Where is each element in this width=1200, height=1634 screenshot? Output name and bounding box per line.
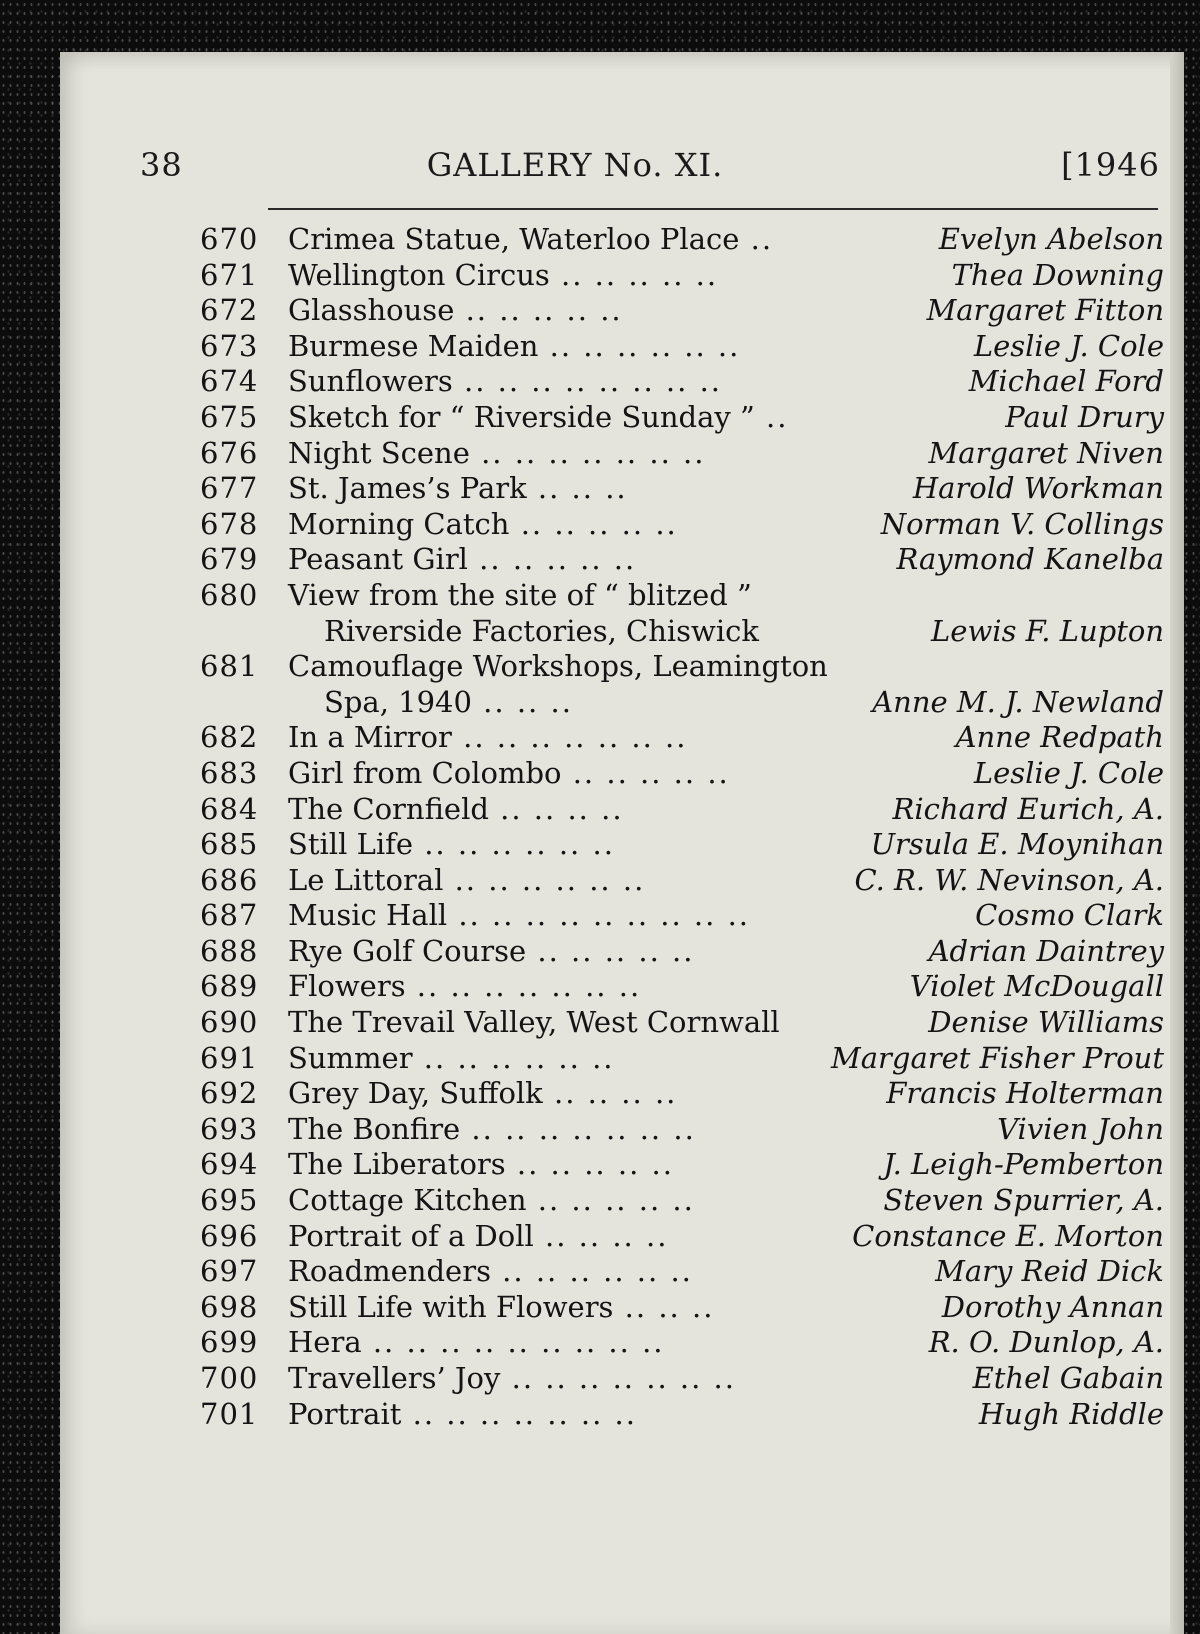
entry-number: 694 [200, 1147, 259, 1182]
entry-artist: Richard Eurich, A. [892, 791, 1164, 826]
entry-title-line [288, 400, 789, 436]
catalogue-entry [200, 293, 1180, 329]
entry-title-line [288, 898, 750, 934]
entry-title-line [288, 507, 678, 543]
leader-dots: .. .. .. .. .. .. [443, 862, 646, 897]
catalogue-entry [200, 720, 1180, 756]
entry-artist: Raymond Kanelba [896, 542, 1164, 577]
catalogue-entry [200, 1254, 1180, 1290]
entry-title: Still Life [288, 827, 413, 862]
entry-title-line [288, 649, 828, 685]
catalogue-entry [200, 471, 1180, 507]
entry-artist: Margaret Fisher Prout [831, 1040, 1164, 1075]
leader-dots: .. .. .. [613, 1289, 715, 1324]
entry-number: 697 [200, 1254, 259, 1289]
entry-artist: Adrian Daintrey [928, 933, 1164, 968]
catalogue-entry [200, 258, 1180, 294]
entry-title: St. James’s Park [288, 471, 527, 506]
entry-title-line [288, 436, 705, 472]
entry-title-line [288, 1325, 665, 1361]
entry-artist: Margaret Niven [928, 435, 1164, 470]
entry-artist: Francis Holterman [886, 1076, 1164, 1111]
entry-title: Portrait [288, 1396, 402, 1431]
leader-dots: .. .. .. .. [542, 1076, 678, 1111]
entry-title: Still Life with Flowers [288, 1289, 614, 1324]
entry-title-line [288, 756, 730, 792]
catalogue-entry [200, 934, 1180, 970]
leader-dots: .. .. .. .. .. .. .. [469, 435, 706, 470]
entry-title-line [288, 1041, 615, 1077]
entry-title: Rye Golf Course [288, 933, 527, 968]
entry-title: Night Scene [288, 435, 470, 470]
entry-number: 687 [200, 898, 259, 933]
entry-artist: Violet McDougall [909, 969, 1164, 1004]
catalogue-entry [200, 1397, 1180, 1433]
entry-number: 670 [200, 222, 259, 256]
entry-title: Le Littoral [288, 862, 444, 897]
entry-artist: Anne M. J. Newland [872, 684, 1164, 719]
catalogue-entry [200, 827, 1180, 863]
entry-number: 692 [200, 1076, 259, 1111]
entry-number: 701 [200, 1396, 259, 1431]
entry-number: 684 [200, 791, 259, 826]
catalogue-entry [200, 898, 1180, 934]
entry-artist: Ethel Gabain [972, 1361, 1164, 1395]
leader-dots: .. .. .. .. .. .. .. [500, 1361, 736, 1395]
entry-number: 673 [200, 328, 259, 363]
entry-number: 672 [200, 293, 259, 328]
catalogue-entry [200, 507, 1180, 543]
leader-dots: .. [739, 222, 774, 256]
entry-number: 688 [200, 933, 259, 968]
catalogue-entry [200, 1183, 1180, 1219]
catalogue-entry [200, 578, 1180, 649]
entry-number: 689 [200, 969, 259, 1004]
entry-number: 677 [200, 471, 259, 506]
leader-dots: .. .. .. .. .. [509, 506, 678, 541]
entry-artist: Leslie J. Cole [973, 755, 1164, 790]
entry-title-line [288, 934, 694, 970]
leader-dots: .. .. .. .. [533, 1218, 669, 1253]
entry-title: Sunflowers [288, 364, 453, 399]
entry-title-line [288, 1397, 637, 1433]
leader-dots: .. .. .. .. .. .. .. [401, 1396, 637, 1431]
entry-artist: Dorothy Annan [941, 1289, 1164, 1324]
leader-dots: .. .. .. .. .. [505, 1147, 674, 1182]
entry-title-line [288, 792, 624, 828]
entry-artist: Harold Workman [912, 471, 1164, 506]
entry-number: 678 [200, 506, 259, 541]
entry-number: 690 [200, 1005, 259, 1040]
entry-title-line [288, 1112, 696, 1148]
entry-title-line [288, 578, 752, 614]
entry-title-line [288, 258, 718, 294]
entry-number: 699 [200, 1325, 259, 1360]
entry-title-continuation: Riverside Factories, Chiswick [324, 613, 759, 648]
entry-artist: J. Leigh-Pemberton [883, 1147, 1164, 1182]
catalogue-entry [200, 1005, 1180, 1041]
entry-title-line [288, 1183, 695, 1219]
entry-title: Roadmenders [288, 1254, 491, 1289]
entry-artist: Paul Drury [1005, 399, 1164, 434]
entry-title: Grey Day, Suffolk [288, 1076, 543, 1111]
entry-title-line [288, 329, 740, 365]
leader-dots: .. .. .. .. .. .. [490, 1254, 693, 1289]
leader-dots: .. .. .. .. .. [561, 755, 730, 790]
entry-title: Music Hall [288, 898, 448, 933]
entry-artist: C. R. W. Nevinson, A. [854, 862, 1164, 897]
entry-title-line [288, 364, 722, 400]
header-rule [268, 208, 1158, 210]
leader-dots: .. .. .. [526, 471, 628, 506]
entry-number: 685 [200, 827, 259, 862]
entry-number: 675 [200, 399, 259, 434]
entry-title-line [288, 1254, 693, 1290]
entry-number: 681 [200, 649, 259, 684]
entry-number: 671 [200, 257, 259, 292]
entry-title-line [288, 293, 623, 329]
catalogue-entry [200, 1147, 1180, 1183]
leader-dots: .. .. .. .. [488, 791, 624, 826]
entry-title-line [288, 863, 645, 899]
entry-title: Girl from Colombo [288, 755, 562, 790]
leader-dots: .. .. .. .. .. .. [413, 827, 615, 862]
entry-title-line [288, 1076, 677, 1112]
entry-title-line [288, 1147, 674, 1183]
entry-number: 693 [200, 1111, 259, 1146]
catalogue-entry [200, 1290, 1180, 1326]
entry-title: Glasshouse [288, 293, 455, 328]
entry-number: 695 [200, 1183, 259, 1218]
entry-number: 674 [200, 364, 259, 399]
entry-title-line [288, 1290, 714, 1326]
entry-title: Burmese Maiden [288, 328, 539, 363]
entry-title-line [288, 542, 636, 578]
entry-artist: Hugh Riddle [978, 1396, 1164, 1431]
entry-title-line [288, 1361, 736, 1397]
catalogue-entry [200, 436, 1180, 472]
entry-title: Camouflage Workshops, Leamington [288, 649, 828, 684]
entry-title: The Bonfire [288, 1111, 461, 1146]
leader-dots: .. .. .. .. .. [549, 257, 719, 292]
entry-artist: Evelyn Abelson [938, 222, 1164, 256]
year-label: [1946 [1061, 146, 1160, 184]
entry-title: The Cornfield [288, 791, 489, 826]
leader-dots: .. .. .. .. .. .. .. [451, 720, 688, 755]
catalogue-entry [200, 329, 1180, 365]
entry-artist: Steven Spurrier, A. [883, 1183, 1164, 1218]
catalogue-entry [200, 792, 1180, 828]
entry-title-continuation: Spa, 1940 [324, 684, 472, 719]
entry-title-line [288, 471, 628, 507]
entry-title: Portrait of a Doll [288, 1218, 534, 1253]
entry-artist: R. O. Dunlop, A. [928, 1325, 1164, 1360]
catalogue-entry [200, 364, 1180, 400]
entry-number: 696 [200, 1218, 259, 1253]
entry-title-line [288, 1219, 668, 1255]
entry-artist: Vivien John [997, 1111, 1164, 1146]
entry-number: 700 [200, 1361, 259, 1395]
entry-artist: Ursula E. Moynihan [870, 827, 1164, 862]
leader-dots: .. [754, 399, 789, 434]
entry-title-line [288, 1005, 780, 1041]
leader-dots: .. .. .. .. .. .. [412, 1040, 615, 1075]
entry-title: Cottage Kitchen [288, 1183, 527, 1218]
entry-number: 683 [200, 755, 259, 790]
entry-artist: Constance E. Morton [852, 1218, 1164, 1253]
leader-dots: .. .. .. .. .. [467, 542, 637, 577]
leader-dots: .. .. .. .. .. .. .. .. .. [361, 1325, 665, 1360]
catalogue-entry [200, 1219, 1180, 1255]
leader-dots: .. .. .. [471, 684, 573, 719]
entry-title-continuation-line [324, 614, 759, 650]
entry-number: 691 [200, 1040, 259, 1075]
entry-artist: Lewis F. Lupton [931, 613, 1164, 648]
entry-title: Peasant Girl [288, 542, 468, 577]
entry-title: View from the site of “ blitzed ” [288, 577, 752, 612]
entry-number: 686 [200, 862, 259, 897]
entry-title: Crimea Statue, Waterloo Place [288, 222, 740, 256]
entry-number: 680 [200, 577, 259, 612]
entry-title: Hera [288, 1325, 362, 1360]
catalogue-entry [200, 863, 1180, 899]
entry-title-line [288, 827, 615, 863]
entry-title: Sketch for “ Riverside Sunday ” [288, 399, 755, 434]
entry-artist: Michael Ford [968, 364, 1164, 399]
entry-title: Travellers’ Joy [288, 1361, 501, 1395]
entry-artist: Denise Williams [928, 1005, 1164, 1040]
entry-number: 679 [200, 542, 259, 577]
leader-dots: .. .. .. .. .. .. .. [405, 969, 642, 1004]
catalogue-entry [200, 756, 1180, 792]
leader-dots: .. .. .. .. .. .. .. .. .. [447, 898, 751, 933]
entry-number: 682 [200, 720, 259, 755]
catalogue-entry [200, 542, 1180, 578]
catalogue-entry [200, 1041, 1180, 1077]
entry-title-line [288, 222, 773, 258]
entry-title-continuation-line [324, 685, 573, 721]
entry-title-line [288, 720, 687, 756]
gallery-title: GALLERY No. XI. [426, 146, 724, 184]
entry-artist: Leslie J. Cole [973, 328, 1164, 363]
running-head [140, 102, 1160, 182]
catalogue-entry [200, 969, 1180, 1005]
catalogue-list [200, 222, 1180, 1432]
catalogue-entry [200, 222, 1180, 258]
leader-dots: .. .. .. .. .. [526, 1183, 695, 1218]
entry-title-line [288, 969, 641, 1005]
entry-artist: Mary Reid Dick [935, 1254, 1164, 1289]
entry-number: 698 [200, 1289, 259, 1324]
entry-artist: Cosmo Clark [975, 898, 1164, 933]
entry-artist: Anne Redpath [955, 720, 1164, 755]
catalogue-entry [200, 649, 1180, 720]
leader-dots: .. .. .. .. .. .. [538, 328, 741, 363]
entry-title: The Liberators [288, 1147, 506, 1182]
catalogue-entry [200, 1325, 1180, 1361]
leader-dots: .. .. .. .. .. [454, 293, 623, 328]
catalogue-entry [200, 1361, 1180, 1397]
entry-title: In a Mirror [288, 720, 452, 755]
entry-title: Summer [288, 1040, 413, 1075]
entry-title: Morning Catch [288, 506, 510, 541]
leader-dots: .. .. .. .. .. [526, 933, 695, 968]
page-number: 38 [140, 146, 183, 184]
entry-title: Flowers [288, 969, 406, 1004]
leader-dots: .. .. .. .. .. .. .. [460, 1111, 696, 1146]
entry-title: Wellington Circus [288, 257, 550, 292]
entry-artist: Thea Downing [951, 257, 1164, 292]
entry-number: 676 [200, 435, 259, 470]
entry-artist: Margaret Fitton [926, 293, 1164, 328]
catalogue-entry [200, 1112, 1180, 1148]
catalogue-entry [200, 1076, 1180, 1112]
entry-title: The Trevail Valley, West Cornwall [288, 1005, 780, 1040]
catalogue-entry [200, 400, 1180, 436]
entry-artist: Norman V. Collings [880, 506, 1164, 541]
leader-dots: .. .. .. .. .. .. .. .. [452, 364, 723, 399]
